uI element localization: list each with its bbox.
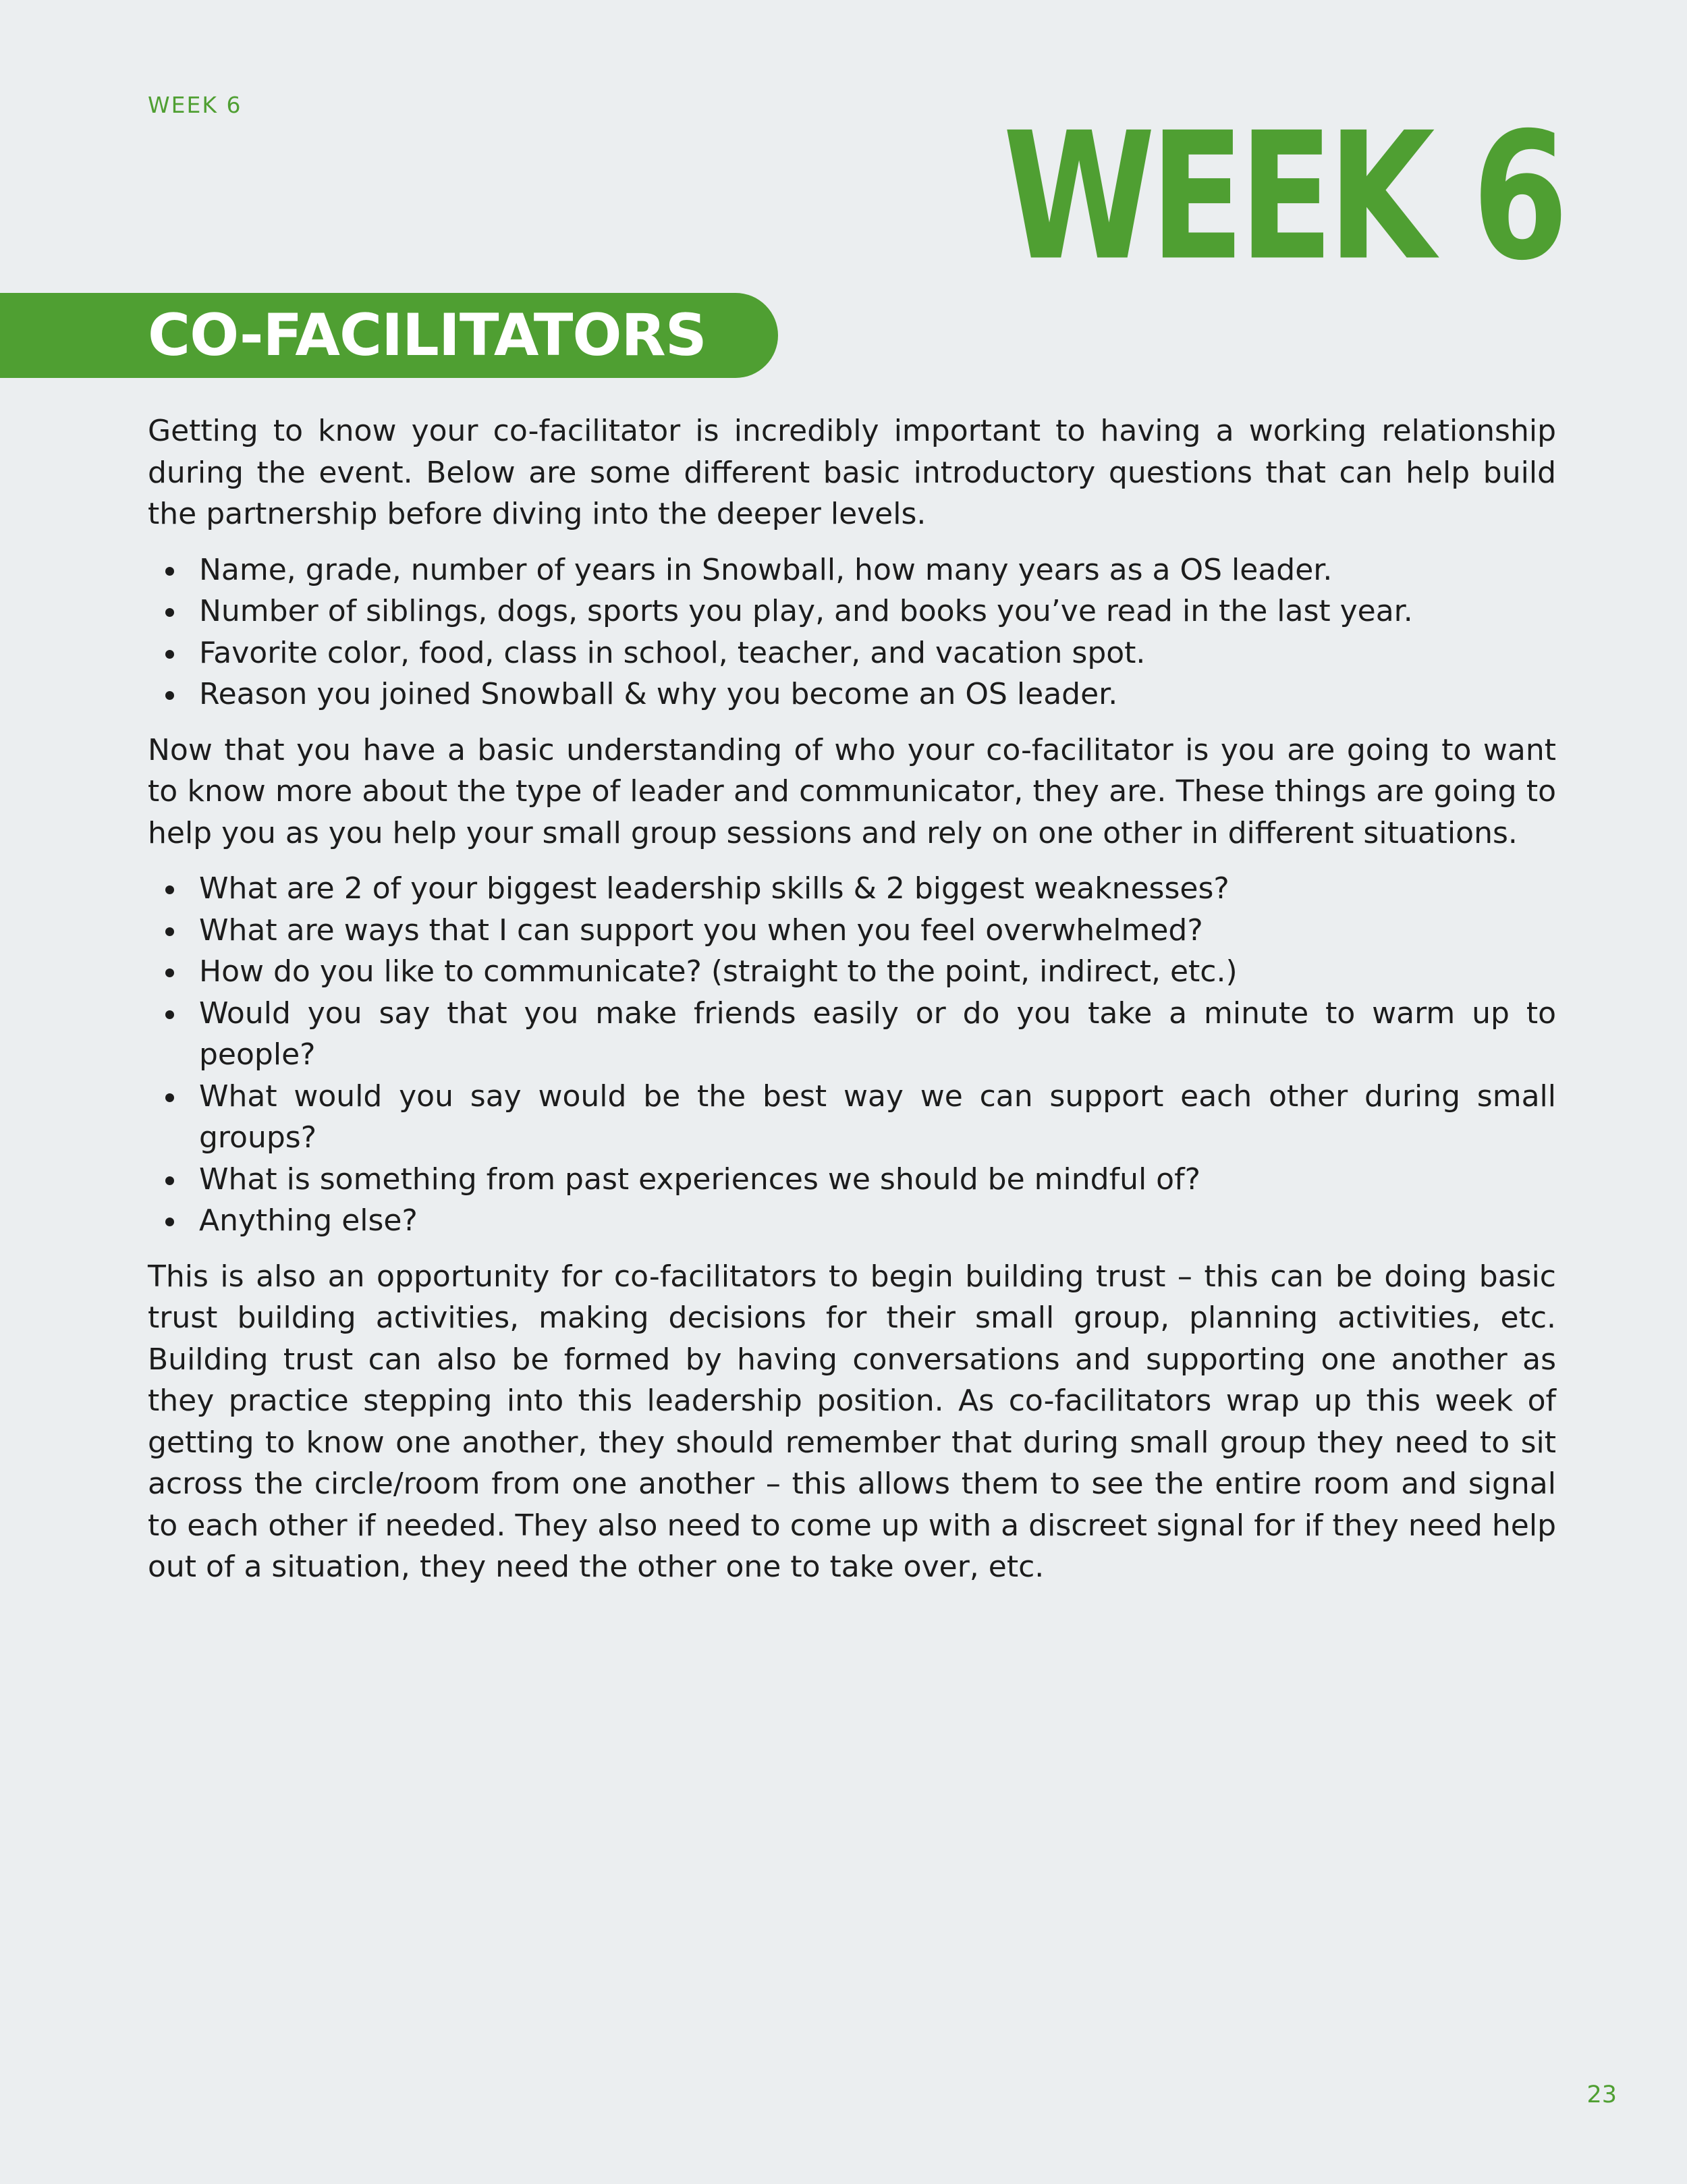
main-content — [148, 410, 1556, 1602]
page-number: 23 — [1586, 2081, 1617, 2108]
list-item — [199, 1076, 1556, 1159]
section-banner — [0, 293, 778, 378]
bullet-icon — [165, 650, 174, 659]
list-item — [199, 591, 1556, 632]
transition-paragraph: Now that you have a basic understanding of who your co-facilitator is you are going to want to know more about the type of leader and communicator, they are. These things are going to help you as you help your small group sessions and rely on one other in different situations. — [148, 732, 1556, 850]
list-item-text: Favorite color, food, class in school, teacher, and vacation spot. — [199, 635, 1146, 670]
bullet-icon — [165, 1218, 174, 1226]
list-item-text: Reason you joined Snowball & why you become an OS leader. — [199, 677, 1118, 711]
list-item-text: What is something from past experiences we should be mindful of? — [199, 1162, 1200, 1197]
section-title: CO-FACILITATORS — [148, 302, 707, 369]
list-item — [199, 910, 1556, 952]
list-item-text: What are 2 of your biggest leadership skills & 2 biggest weaknesses? — [199, 871, 1229, 906]
bullet-icon — [165, 927, 174, 936]
list-item — [199, 549, 1556, 591]
page-title: WEEK 6 — [1003, 94, 1563, 299]
running-header: WEEK 6 — [148, 92, 242, 118]
bullet-icon — [165, 1093, 174, 1102]
bullet-icon — [165, 1176, 174, 1185]
bullet-icon — [165, 968, 174, 977]
bullet-icon — [165, 608, 174, 617]
basic-questions-list — [148, 549, 1556, 715]
list-item — [199, 868, 1556, 910]
intro-paragraph: Getting to know your co-facilitator is incredibly important to having a working relationship during the event. Below are some different basic introductory questions that can help build the partnership before diving into the deeper levels. — [148, 414, 1556, 531]
list-item-text: Number of siblings, dogs, sports you play, and books you’ve read in the last year. — [199, 594, 1413, 628]
bullet-icon — [165, 567, 174, 576]
list-item — [199, 674, 1556, 715]
bullet-icon — [165, 885, 174, 894]
leadership-questions-list — [148, 868, 1556, 1242]
list-item — [199, 951, 1556, 993]
bullet-icon — [165, 691, 174, 700]
list-item-text: Would you say that you make friends easily or do you take a minute to warm up to people? — [199, 995, 1556, 1072]
list-item-text: Anything else? — [199, 1203, 418, 1238]
list-item-text: How do you like to communicate? (straight to the point, indirect, etc.) — [199, 954, 1238, 989]
list-item-text: What are ways that I can support you when you feel overwhelmed? — [199, 912, 1203, 948]
list-item — [199, 1159, 1556, 1201]
list-item — [199, 1200, 1556, 1242]
list-item — [199, 632, 1556, 674]
closing-paragraph: This is also an opportunity for co-facilitators to begin building trust – this can be doing basic trust building activities, making decisions for their small group, planning activities, etc. Building trust can also be formed by having conversations and supporting one another as they practice stepping into this leadership position. As co-facilitators wrap up this week of getting to know one another, they should remember that during small group they need to sit across the circle/room from one another – this allows them to see the entire room and signal to each other if needed. They also need to come up with a discreet signal for if they need help out of a situation, they need the other one to take over, etc. — [148, 1259, 1556, 1584]
bullet-icon — [165, 1010, 174, 1019]
list-item — [199, 993, 1556, 1076]
list-item-text: Name, grade, number of years in Snowball, how many years as a OS leader. — [199, 552, 1333, 587]
list-item-text: What would you say would be the best way we can support each other during small groups? — [199, 1079, 1556, 1155]
